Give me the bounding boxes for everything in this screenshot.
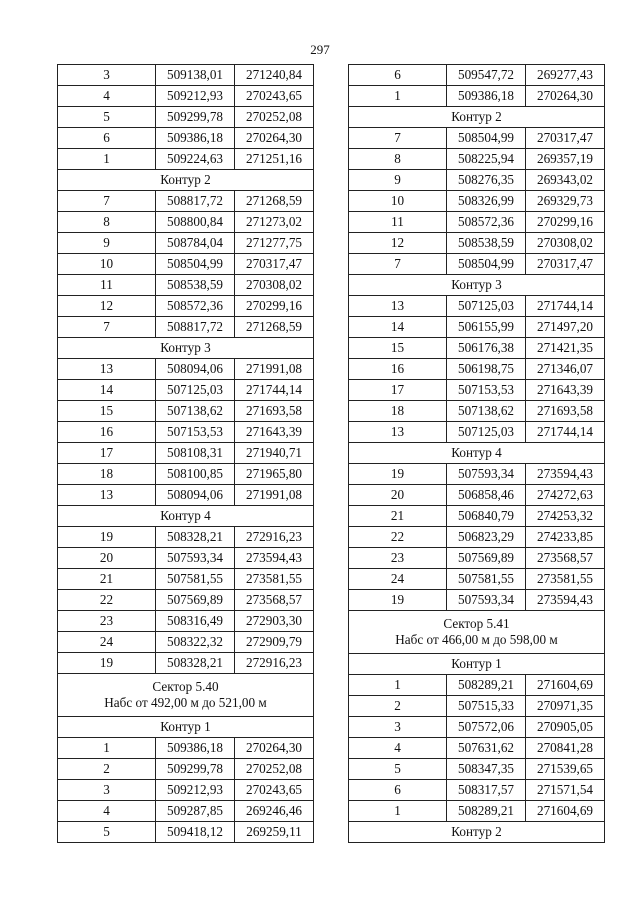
table-row: [58, 254, 314, 275]
table-row: [349, 696, 605, 717]
x-coordinate-cell: 508538,59: [447, 233, 526, 254]
point-number-cell: 11: [349, 212, 447, 233]
y-coordinate-cell: 273568,57: [526, 548, 605, 569]
x-coordinate-cell: 507515,33: [447, 696, 526, 717]
point-number-cell: 8: [349, 149, 447, 170]
y-coordinate-cell: 270308,02: [235, 275, 314, 296]
sector-row: [58, 674, 314, 717]
table-row: [58, 359, 314, 380]
y-coordinate-cell: 270317,47: [526, 128, 605, 149]
table-row: [349, 233, 605, 254]
y-coordinate-cell: 270317,47: [526, 254, 605, 275]
contour-label: Контур 4: [349, 443, 605, 464]
point-number-cell: 9: [349, 170, 447, 191]
y-coordinate-cell: 273594,43: [235, 548, 314, 569]
y-coordinate-cell: 270971,35: [526, 696, 605, 717]
y-coordinate-cell: 273581,55: [526, 569, 605, 590]
x-coordinate-cell: 509386,18: [156, 738, 235, 759]
table-row: [58, 548, 314, 569]
point-number-cell: 12: [349, 233, 447, 254]
point-number-cell: 19: [58, 527, 156, 548]
table-row: [349, 717, 605, 738]
x-coordinate-cell: 508094,06: [156, 359, 235, 380]
sector-title: Сектор 5.40: [152, 679, 219, 694]
y-coordinate-cell: 271991,08: [235, 485, 314, 506]
y-coordinate-cell: 269329,73: [526, 191, 605, 212]
sector-height-range: Набс от 492,00 м до 521,00 м: [104, 695, 267, 710]
contour-row: [58, 170, 314, 191]
point-number-cell: 8: [58, 212, 156, 233]
x-coordinate-cell: 508504,99: [156, 254, 235, 275]
x-coordinate-cell: 508276,35: [447, 170, 526, 191]
point-number-cell: 16: [58, 422, 156, 443]
x-coordinate-cell: 507125,03: [447, 422, 526, 443]
y-coordinate-cell: 271604,69: [526, 675, 605, 696]
point-number-cell: 7: [349, 254, 447, 275]
point-number-cell: 5: [349, 759, 447, 780]
point-number-cell: 24: [58, 632, 156, 653]
point-number-cell: 18: [58, 464, 156, 485]
x-coordinate-cell: 508322,32: [156, 632, 235, 653]
y-coordinate-cell: 271604,69: [526, 801, 605, 822]
contour-row: [349, 443, 605, 464]
x-coordinate-cell: 508504,99: [447, 128, 526, 149]
table-row: [58, 86, 314, 107]
x-coordinate-cell: 507581,55: [156, 569, 235, 590]
point-number-cell: 21: [349, 506, 447, 527]
point-number-cell: 21: [58, 569, 156, 590]
y-coordinate-cell: 269343,02: [526, 170, 605, 191]
y-coordinate-cell: 271268,59: [235, 191, 314, 212]
point-number-cell: 13: [349, 422, 447, 443]
table-row: [58, 569, 314, 590]
x-coordinate-cell: 508289,21: [447, 801, 526, 822]
y-coordinate-cell: 271346,07: [526, 359, 605, 380]
x-coordinate-cell: 508289,21: [447, 675, 526, 696]
x-coordinate-cell: 507593,34: [447, 464, 526, 485]
y-coordinate-cell: 272916,23: [235, 527, 314, 548]
contour-row: [349, 822, 605, 843]
y-coordinate-cell: 271539,65: [526, 759, 605, 780]
y-coordinate-cell: 270905,05: [526, 717, 605, 738]
table-row: [58, 653, 314, 674]
table-row: [349, 170, 605, 191]
y-coordinate-cell: 271240,84: [235, 65, 314, 86]
x-coordinate-cell: 508800,84: [156, 212, 235, 233]
y-coordinate-cell: 269246,46: [235, 801, 314, 822]
x-coordinate-cell: 507138,62: [156, 401, 235, 422]
point-number-cell: 18: [349, 401, 447, 422]
y-coordinate-cell: 270252,08: [235, 107, 314, 128]
point-number-cell: 3: [349, 717, 447, 738]
table-row: [349, 780, 605, 801]
x-coordinate-cell: 509547,72: [447, 65, 526, 86]
table-row: [58, 191, 314, 212]
point-number-cell: 11: [58, 275, 156, 296]
table-row: [58, 212, 314, 233]
table-row: [58, 611, 314, 632]
contour-label: Контур 4: [58, 506, 314, 527]
point-number-cell: 19: [58, 653, 156, 674]
x-coordinate-cell: 509386,18: [156, 128, 235, 149]
table-row: [349, 401, 605, 422]
x-coordinate-cell: 509224,63: [156, 149, 235, 170]
point-number-cell: 16: [349, 359, 447, 380]
table-row: [349, 569, 605, 590]
sector-row: [349, 611, 605, 654]
x-coordinate-cell: 509299,78: [156, 759, 235, 780]
x-coordinate-cell: 507153,53: [156, 422, 235, 443]
table-row: [58, 296, 314, 317]
sector-title: Сектор 5.41: [443, 616, 510, 631]
point-number-cell: 20: [349, 485, 447, 506]
table-row: [58, 149, 314, 170]
point-number-cell: 14: [58, 380, 156, 401]
table-row: [58, 401, 314, 422]
x-coordinate-cell: 509418,12: [156, 822, 235, 843]
contour-label: Контур 3: [349, 275, 605, 296]
y-coordinate-cell: 271744,14: [526, 422, 605, 443]
page-number: 297: [310, 42, 330, 57]
x-coordinate-cell: 508108,31: [156, 443, 235, 464]
x-coordinate-cell: 508817,72: [156, 191, 235, 212]
table-row: [349, 149, 605, 170]
x-coordinate-cell: 508328,21: [156, 653, 235, 674]
contour-label: Контур 2: [58, 170, 314, 191]
point-number-cell: 7: [58, 191, 156, 212]
x-coordinate-cell: 507138,62: [447, 401, 526, 422]
table-row: [58, 443, 314, 464]
table-row: [349, 338, 605, 359]
y-coordinate-cell: 271693,58: [526, 401, 605, 422]
x-coordinate-cell: 508538,59: [156, 275, 235, 296]
table-row: [349, 548, 605, 569]
x-coordinate-cell: 506176,38: [447, 338, 526, 359]
y-coordinate-cell: 271497,20: [526, 317, 605, 338]
contour-row: [58, 338, 314, 359]
y-coordinate-cell: 270264,30: [526, 86, 605, 107]
point-number-cell: 2: [58, 759, 156, 780]
point-number-cell: 1: [349, 675, 447, 696]
table-row: [58, 233, 314, 254]
point-number-cell: 4: [58, 801, 156, 822]
point-number-cell: 17: [58, 443, 156, 464]
y-coordinate-cell: 270317,47: [235, 254, 314, 275]
point-number-cell: 9: [58, 233, 156, 254]
table-row: [349, 464, 605, 485]
table-row: [58, 485, 314, 506]
table-row: [58, 380, 314, 401]
y-coordinate-cell: 274272,63: [526, 485, 605, 506]
table-row: [58, 275, 314, 296]
point-number-cell: 4: [349, 738, 447, 759]
table-row: [58, 107, 314, 128]
x-coordinate-cell: 508316,49: [156, 611, 235, 632]
table-row: [58, 128, 314, 149]
y-coordinate-cell: 271251,16: [235, 149, 314, 170]
point-number-cell: 7: [58, 317, 156, 338]
contour-row: [58, 506, 314, 527]
x-coordinate-cell: 508572,36: [156, 296, 235, 317]
y-coordinate-cell: 270243,65: [235, 780, 314, 801]
x-coordinate-cell: 507631,62: [447, 738, 526, 759]
x-coordinate-cell: 508504,99: [447, 254, 526, 275]
x-coordinate-cell: 508347,35: [447, 759, 526, 780]
table-row: [349, 359, 605, 380]
y-coordinate-cell: 271965,80: [235, 464, 314, 485]
x-coordinate-cell: 509386,18: [447, 86, 526, 107]
y-coordinate-cell: 269357,19: [526, 149, 605, 170]
contour-row: [349, 107, 605, 128]
point-number-cell: 1: [349, 801, 447, 822]
point-number-cell: 3: [58, 65, 156, 86]
table-row: [58, 759, 314, 780]
x-coordinate-cell: 506840,79: [447, 506, 526, 527]
x-coordinate-cell: 507569,89: [156, 590, 235, 611]
table-row: [349, 738, 605, 759]
table-row: [349, 485, 605, 506]
point-number-cell: 14: [349, 317, 447, 338]
sector-height-range: Набс от 466,00 м до 598,00 м: [395, 632, 558, 647]
point-number-cell: 15: [58, 401, 156, 422]
x-coordinate-cell: 506858,46: [447, 485, 526, 506]
x-coordinate-cell: 508225,94: [447, 149, 526, 170]
table-row: [349, 317, 605, 338]
x-coordinate-cell: 507125,03: [156, 380, 235, 401]
point-number-cell: 13: [58, 359, 156, 380]
table-row: [58, 464, 314, 485]
y-coordinate-cell: 270264,30: [235, 738, 314, 759]
point-number-cell: 10: [58, 254, 156, 275]
point-number-cell: 1: [58, 149, 156, 170]
y-coordinate-cell: 271991,08: [235, 359, 314, 380]
table-row: [349, 759, 605, 780]
x-coordinate-cell: 509287,85: [156, 801, 235, 822]
x-coordinate-cell: 509299,78: [156, 107, 235, 128]
y-coordinate-cell: 270841,28: [526, 738, 605, 759]
contour-row: [349, 275, 605, 296]
point-number-cell: 10: [349, 191, 447, 212]
table-row: [58, 422, 314, 443]
y-coordinate-cell: 274233,85: [526, 527, 605, 548]
y-coordinate-cell: 271273,02: [235, 212, 314, 233]
y-coordinate-cell: 270264,30: [235, 128, 314, 149]
x-coordinate-cell: 508100,85: [156, 464, 235, 485]
table-row: [349, 422, 605, 443]
table-row: [58, 822, 314, 843]
table-row: [349, 380, 605, 401]
y-coordinate-cell: 270308,02: [526, 233, 605, 254]
table-row: [58, 65, 314, 86]
point-number-cell: 22: [349, 527, 447, 548]
table-row: [349, 801, 605, 822]
y-coordinate-cell: 271643,39: [235, 422, 314, 443]
x-coordinate-cell: 508784,04: [156, 233, 235, 254]
point-number-cell: 6: [349, 780, 447, 801]
table-row: [349, 527, 605, 548]
contour-label: Контур 2: [349, 822, 605, 843]
y-coordinate-cell: 271421,35: [526, 338, 605, 359]
sector-header: [349, 611, 605, 654]
sector-header: [58, 674, 314, 717]
x-coordinate-cell: 507593,34: [156, 548, 235, 569]
x-coordinate-cell: 506198,75: [447, 359, 526, 380]
x-coordinate-cell: 508328,21: [156, 527, 235, 548]
point-number-cell: 22: [58, 590, 156, 611]
point-number-cell: 7: [349, 128, 447, 149]
contour-label: Контур 3: [58, 338, 314, 359]
point-number-cell: 5: [58, 107, 156, 128]
table-row: [349, 254, 605, 275]
point-number-cell: 6: [349, 65, 447, 86]
y-coordinate-cell: 271277,75: [235, 233, 314, 254]
y-coordinate-cell: 271940,71: [235, 443, 314, 464]
point-number-cell: 1: [58, 738, 156, 759]
y-coordinate-cell: 273594,43: [526, 590, 605, 611]
point-number-cell: 2: [349, 696, 447, 717]
point-number-cell: 24: [349, 569, 447, 590]
table-row: [349, 212, 605, 233]
point-number-cell: 6: [58, 128, 156, 149]
coordinates-table-left: [57, 64, 314, 843]
x-coordinate-cell: 506823,29: [447, 527, 526, 548]
point-number-cell: 12: [58, 296, 156, 317]
x-coordinate-cell: 507125,03: [447, 296, 526, 317]
y-coordinate-cell: 271744,14: [235, 380, 314, 401]
table-row: [349, 506, 605, 527]
y-coordinate-cell: 272909,79: [235, 632, 314, 653]
table-row: [58, 780, 314, 801]
x-coordinate-cell: 508094,06: [156, 485, 235, 506]
table-row: [349, 590, 605, 611]
y-coordinate-cell: 270299,16: [526, 212, 605, 233]
point-number-cell: 5: [58, 822, 156, 843]
x-coordinate-cell: 507153,53: [447, 380, 526, 401]
y-coordinate-cell: 270299,16: [235, 296, 314, 317]
table-row: [349, 65, 605, 86]
contour-label: Контур 1: [58, 717, 314, 738]
table-row: [58, 801, 314, 822]
x-coordinate-cell: 507593,34: [447, 590, 526, 611]
y-coordinate-cell: 274253,32: [526, 506, 605, 527]
y-coordinate-cell: 273594,43: [526, 464, 605, 485]
x-coordinate-cell: 507569,89: [447, 548, 526, 569]
point-number-cell: 15: [349, 338, 447, 359]
table-row: [58, 590, 314, 611]
table-row: [349, 128, 605, 149]
x-coordinate-cell: 508572,36: [447, 212, 526, 233]
contour-label: Контур 2: [349, 107, 605, 128]
table-row: [58, 317, 314, 338]
x-coordinate-cell: 507581,55: [447, 569, 526, 590]
contour-label: Контур 1: [349, 654, 605, 675]
table-row: [58, 632, 314, 653]
table-row: [349, 191, 605, 212]
point-number-cell: 19: [349, 590, 447, 611]
x-coordinate-cell: 509212,93: [156, 780, 235, 801]
point-number-cell: 19: [349, 464, 447, 485]
point-number-cell: 20: [58, 548, 156, 569]
y-coordinate-cell: 271571,54: [526, 780, 605, 801]
y-coordinate-cell: 271693,58: [235, 401, 314, 422]
point-number-cell: 1: [349, 86, 447, 107]
x-coordinate-cell: 508317,57: [447, 780, 526, 801]
point-number-cell: 4: [58, 86, 156, 107]
y-coordinate-cell: 272903,30: [235, 611, 314, 632]
y-coordinate-cell: 269277,43: [526, 65, 605, 86]
x-coordinate-cell: 509138,01: [156, 65, 235, 86]
y-coordinate-cell: 271744,14: [526, 296, 605, 317]
y-coordinate-cell: 269259,11: [235, 822, 314, 843]
x-coordinate-cell: 508326,99: [447, 191, 526, 212]
point-number-cell: 13: [349, 296, 447, 317]
point-number-cell: 3: [58, 780, 156, 801]
y-coordinate-cell: 273568,57: [235, 590, 314, 611]
x-coordinate-cell: 508817,72: [156, 317, 235, 338]
y-coordinate-cell: 272916,23: [235, 653, 314, 674]
table-row: [58, 527, 314, 548]
contour-row: [58, 717, 314, 738]
point-number-cell: 23: [58, 611, 156, 632]
y-coordinate-cell: 270252,08: [235, 759, 314, 780]
point-number-cell: 17: [349, 380, 447, 401]
point-number-cell: 13: [58, 485, 156, 506]
table-row: [58, 738, 314, 759]
point-number-cell: 23: [349, 548, 447, 569]
y-coordinate-cell: 270243,65: [235, 86, 314, 107]
table-row: [349, 675, 605, 696]
y-coordinate-cell: 271268,59: [235, 317, 314, 338]
coordinates-table-right: [348, 64, 605, 843]
x-coordinate-cell: 506155,99: [447, 317, 526, 338]
y-coordinate-cell: 271643,39: [526, 380, 605, 401]
y-coordinate-cell: 273581,55: [235, 569, 314, 590]
table-row: [349, 86, 605, 107]
contour-row: [349, 654, 605, 675]
x-coordinate-cell: 509212,93: [156, 86, 235, 107]
x-coordinate-cell: 507572,06: [447, 717, 526, 738]
table-row: [349, 296, 605, 317]
